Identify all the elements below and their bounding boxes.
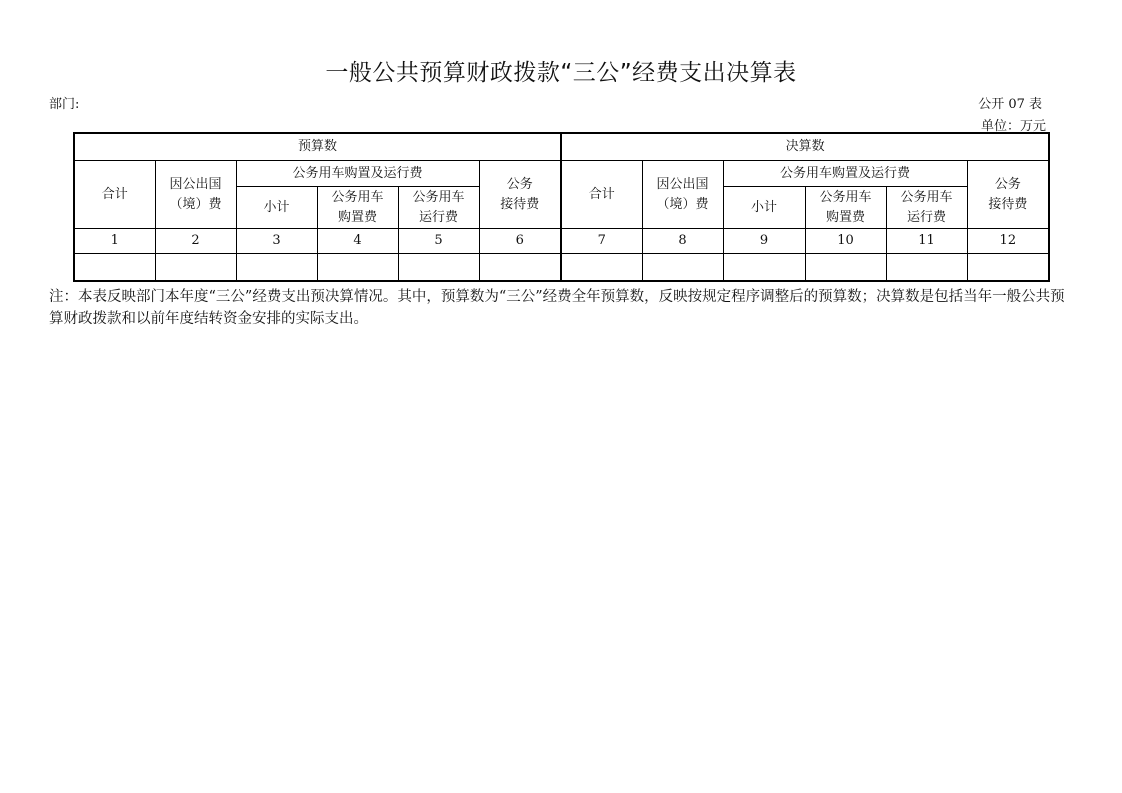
budget-reception-line2: 接待费	[500, 196, 540, 212]
unit-label: 单位：万元	[980, 119, 1046, 134]
budget-operation-line2: 运行费	[418, 209, 458, 225]
budget-operation-header	[398, 187, 479, 229]
table-row	[74, 254, 1049, 282]
table-cell	[479, 254, 561, 282]
column-number: 4	[317, 229, 398, 254]
final-reception-header	[967, 161, 1049, 229]
budget-purchase-line1: 公务用车	[331, 189, 384, 205]
final-purchase-line1: 公务用车	[819, 189, 872, 205]
table-cell	[155, 254, 236, 282]
column-number-row	[74, 229, 1049, 254]
table-cell	[561, 254, 642, 282]
final-operation-line2: 运行费	[907, 209, 947, 225]
budget-vehicle-group-header: 公务用车购置及运行费	[236, 161, 479, 187]
final-total-header: 合计	[561, 161, 642, 229]
final-purchase-line2: 购置费	[826, 209, 866, 225]
table-cell	[967, 254, 1049, 282]
table-cell	[236, 254, 317, 282]
table-cell	[317, 254, 398, 282]
column-number: 12	[967, 229, 1049, 254]
final-purchase-header	[805, 187, 886, 229]
column-number: 5	[398, 229, 479, 254]
column-number: 8	[642, 229, 723, 254]
form-number: 公开 07 表	[978, 97, 1042, 112]
table-cell	[805, 254, 886, 282]
column-number: 1	[74, 229, 155, 254]
budget-header: 预算数	[74, 133, 561, 161]
department-label: 部门:	[49, 97, 80, 112]
budget-purchase-line2: 购置费	[337, 209, 377, 225]
final-abroad-line1: 因公出国	[656, 176, 709, 192]
budget-abroad-line1: 因公出国	[169, 176, 222, 192]
column-number: 10	[805, 229, 886, 254]
table-cell	[398, 254, 479, 282]
table-note: 注：本表反映部门本年度“三公”经费支出预决算情况。其中，预算数为“三公”经费全年预算数，反映按规定程序调整后的预算数；决算数是包括当年一般公共预算财政拨款和以前年度结转资金安排的实际支出。	[49, 289, 1065, 327]
final-header: 决算数	[561, 133, 1049, 161]
final-operation-header	[886, 187, 967, 229]
final-abroad-line2: （境）费	[656, 196, 709, 212]
final-subtotal-header: 小计	[723, 187, 805, 229]
final-vehicle-group-header: 公务用车购置及运行费	[723, 161, 967, 187]
table-cell	[74, 254, 155, 282]
column-number: 9	[723, 229, 805, 254]
column-number: 7	[561, 229, 642, 254]
page-title: 一般公共预算财政拨款“三公”经费支出决算表	[325, 60, 797, 86]
column-number: 3	[236, 229, 317, 254]
column-number: 6	[479, 229, 561, 254]
final-operation-line1: 公务用车	[900, 189, 953, 205]
budget-abroad-header	[155, 161, 236, 229]
budget-operation-line1: 公务用车	[412, 189, 465, 205]
header-row-2	[74, 161, 1049, 187]
table-cell	[642, 254, 723, 282]
table-cell	[886, 254, 967, 282]
column-number: 11	[886, 229, 967, 254]
final-abroad-header	[642, 161, 723, 229]
budget-abroad-line2: （境）费	[169, 196, 222, 212]
three-public-expenses-table	[73, 132, 1050, 282]
budget-purchase-header	[317, 187, 398, 229]
header-row-1	[74, 133, 1049, 161]
budget-total-header: 合计	[74, 161, 155, 229]
final-reception-line2: 接待费	[988, 196, 1028, 212]
table-cell	[723, 254, 805, 282]
column-number: 2	[155, 229, 236, 254]
budget-subtotal-header: 小计	[236, 187, 317, 229]
final-reception-line1: 公务	[994, 176, 1021, 192]
budget-reception-line1: 公务	[506, 176, 533, 192]
budget-reception-header	[479, 161, 561, 229]
